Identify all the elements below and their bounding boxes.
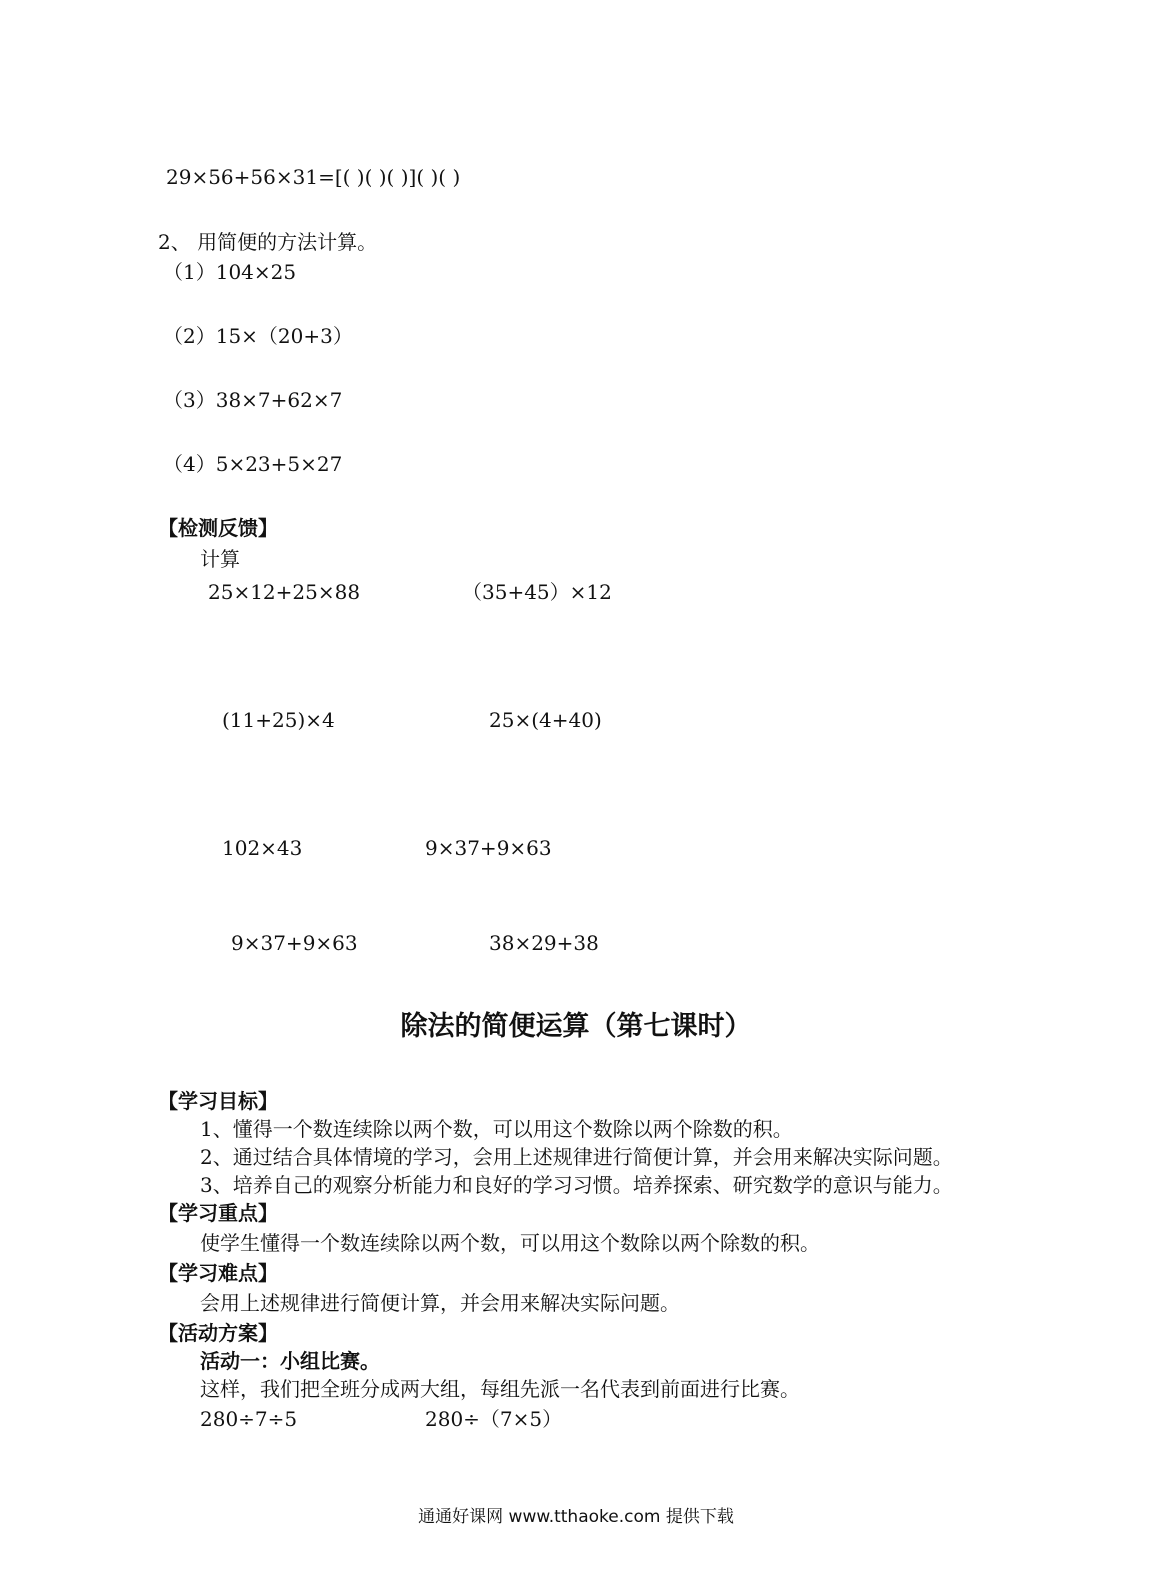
activity-1-problem: 280÷（7×5） — [425, 1407, 563, 1431]
question-2-heading: 2、 用简便的方法计算。 — [158, 230, 378, 254]
feedback-problem: (11+25)×4 — [222, 708, 335, 732]
feedback-problem: 25×12+25×88 — [208, 580, 361, 604]
feedback-problem: （35+45）×12 — [462, 580, 612, 604]
learning-goal-1: 1、懂得一个数连续除以两个数，可以用这个数除以两个除数的积。 — [200, 1117, 793, 1141]
feedback-heading: 【检测反馈】 — [158, 516, 278, 540]
question-2-item-3: （3）38×7+62×7 — [163, 388, 343, 412]
activity-1-heading: 活动一：小组比赛。 — [200, 1349, 380, 1373]
lesson-title: 除法的简便运算（第七课时） — [400, 1011, 752, 1042]
activity-plan-heading: 【活动方案】 — [158, 1321, 278, 1345]
feedback-subheading: 计算 — [200, 547, 240, 571]
feedback-problem: 9×37+9×63 — [425, 836, 552, 860]
question-2-item-2: （2）15×（20+3） — [163, 324, 353, 348]
activity-1-text: 这样，我们把全班分成两大组，每组先派一名代表到前面进行比赛。 — [200, 1377, 800, 1401]
question-2-item-1: （1）104×25 — [163, 260, 297, 284]
learning-difficulty-text: 会用上述规律进行简便计算，并会用来解决实际问题。 — [200, 1291, 680, 1315]
footer-credit: 通通好课网 www.tthaoke.com 提供下载 — [418, 1507, 734, 1527]
learning-difficulty-heading: 【学习难点】 — [158, 1261, 278, 1285]
feedback-problem: 38×29+38 — [489, 931, 599, 955]
feedback-problem: 25×(4+40) — [489, 708, 602, 732]
learning-goal-3: 3、培养自己的观察分析能力和良好的学习习惯。培养探索、研究数学的意识与能力。 — [200, 1173, 953, 1197]
learning-focus-heading: 【学习重点】 — [158, 1201, 278, 1225]
distributive-fill-in-expression: 29×56+56×31=[( )( )( )]( )( ) — [166, 165, 461, 189]
learning-focus-text: 使学生懂得一个数连续除以两个数，可以用这个数除以两个除数的积。 — [200, 1231, 820, 1255]
feedback-problem: 9×37+9×63 — [231, 931, 358, 955]
feedback-problem: 102×43 — [222, 836, 303, 860]
learning-goal-2: 2、通过结合具体情境的学习，会用上述规律进行简便计算，并会用来解决实际问题。 — [200, 1145, 953, 1169]
question-2-item-4: （4）5×23+5×27 — [163, 452, 343, 476]
learning-goals-heading: 【学习目标】 — [158, 1089, 278, 1113]
activity-1-problem: 280÷7÷5 — [200, 1407, 298, 1431]
